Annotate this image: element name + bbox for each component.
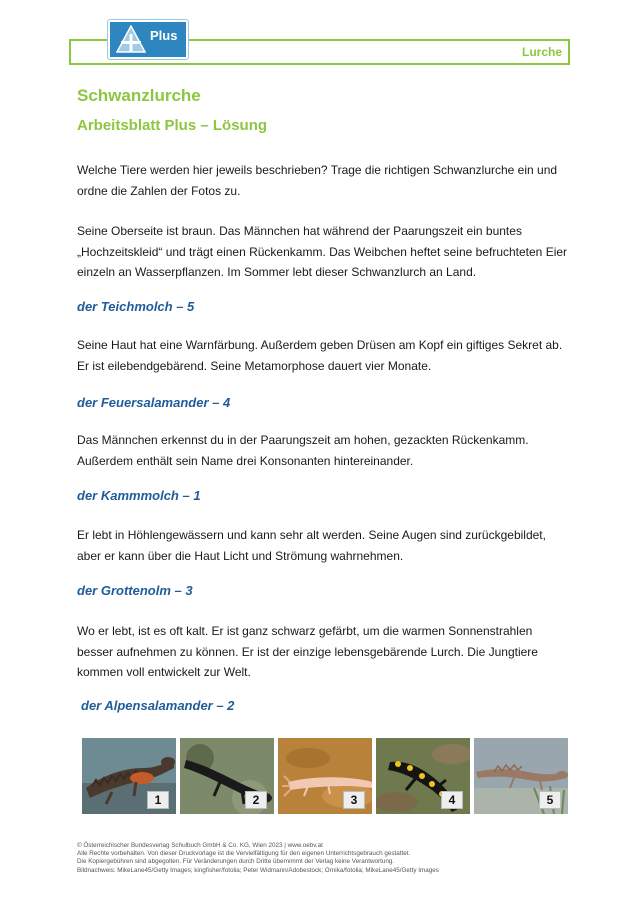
photo-number-3: 3 <box>343 791 365 809</box>
answer-4: der Grottenolm – 3 <box>77 583 193 598</box>
description-1: Seine Oberseite ist braun. Das Männchen hat während der Paarungszeit ein buntes „Hochzeitskleid“ und trägt einen Rückenkamm. Das Weibchen heftet seine befruchteten Eier einzeln an Wasserpflanzen. Im Sommer lebt dieser Schwanzlurch an Land. <box>77 224 568 279</box>
description-5: Wo er lebt, ist es oft kalt. Er ist ganz schwarz gefärbt, um die warmen Sonnenstrahlen besser aufnehmen zu können. Er ist der einzige lebensgebärende Lurch. Die Jungtiere kommen voll entwickelt zur Welt. <box>77 624 538 679</box>
page-subtitle: Arbeitsblatt Plus – Lösung <box>77 117 268 134</box>
description-2: Seine Haut hat eine Warnfärbung. Außerdem geben Drüsen am Kopf ein giftiges Sekret ab. Er ist eilebendgebärend. Seine Metamorphose dauert vier Monate. <box>77 338 563 373</box>
triangle-logo-icon <box>116 25 146 53</box>
photo-number-5: 5 <box>539 791 561 809</box>
photo-teichmolch <box>474 738 568 814</box>
answer-1: der Teichmolch – 5 <box>77 299 195 314</box>
instructions: Welche Tiere werden hier jeweils beschrieben? Trage die richtigen Schwanzlurche ein und ordne die Zahlen der Fotos zu. <box>77 163 558 198</box>
page-title: Schwanzlurche <box>77 86 201 105</box>
photo-strip <box>82 738 570 814</box>
plus-logo <box>108 20 188 59</box>
copyright-footer: © Österreichischer Bundesverlag Schulbuch GmbH & Co. KG, Wien 2023 | www.oebv.at Alle Rechte vorbehalten. Von dieser Druckvorlage ist die Vervielfältigung für den eigenen Unterrichtsgebrauch gestattet. Die Kopiergebühren sind abgegolten. Für Veränderungen durch Dritte übernimmt der Verlag keine Verantwortung. Bildnachweis: MikeLane45/Getty Images; kingfisher/fotolia; Peter Widmann/Adobestock; Ornika/fotolia; MikeLane45/Getty Images <box>77 842 439 874</box>
photo-alpensalamander <box>180 738 274 814</box>
photo-number-4: 4 <box>441 791 463 809</box>
section-label: Lurche <box>521 45 562 59</box>
photo-number-2: 2 <box>245 791 267 809</box>
photo-grottenolm <box>278 738 372 814</box>
logo-text: Plus <box>150 28 178 43</box>
photo-kammmolch <box>82 738 176 814</box>
answer-2: der Feuersalamander – 4 <box>77 395 231 410</box>
description-3: Das Männchen erkennst du in der Paarungszeit am hohen, gezackten Rückenkamm. Außerdem enthält sein Name drei Konsonanten hintereinander. <box>77 433 529 468</box>
description-4: Er lebt in Höhlengewässern und kann sehr alt werden. Seine Augen sind zurückgebildet, aber er kann über die Haut Licht und Strömung wahrnehmen. <box>77 528 546 563</box>
answer-5: der Alpensalamander – 2 <box>81 698 235 713</box>
answer-3: der Kammmolch – 1 <box>77 488 201 503</box>
photo-number-1: 1 <box>147 791 169 809</box>
photo-feuersalamander <box>376 738 470 814</box>
